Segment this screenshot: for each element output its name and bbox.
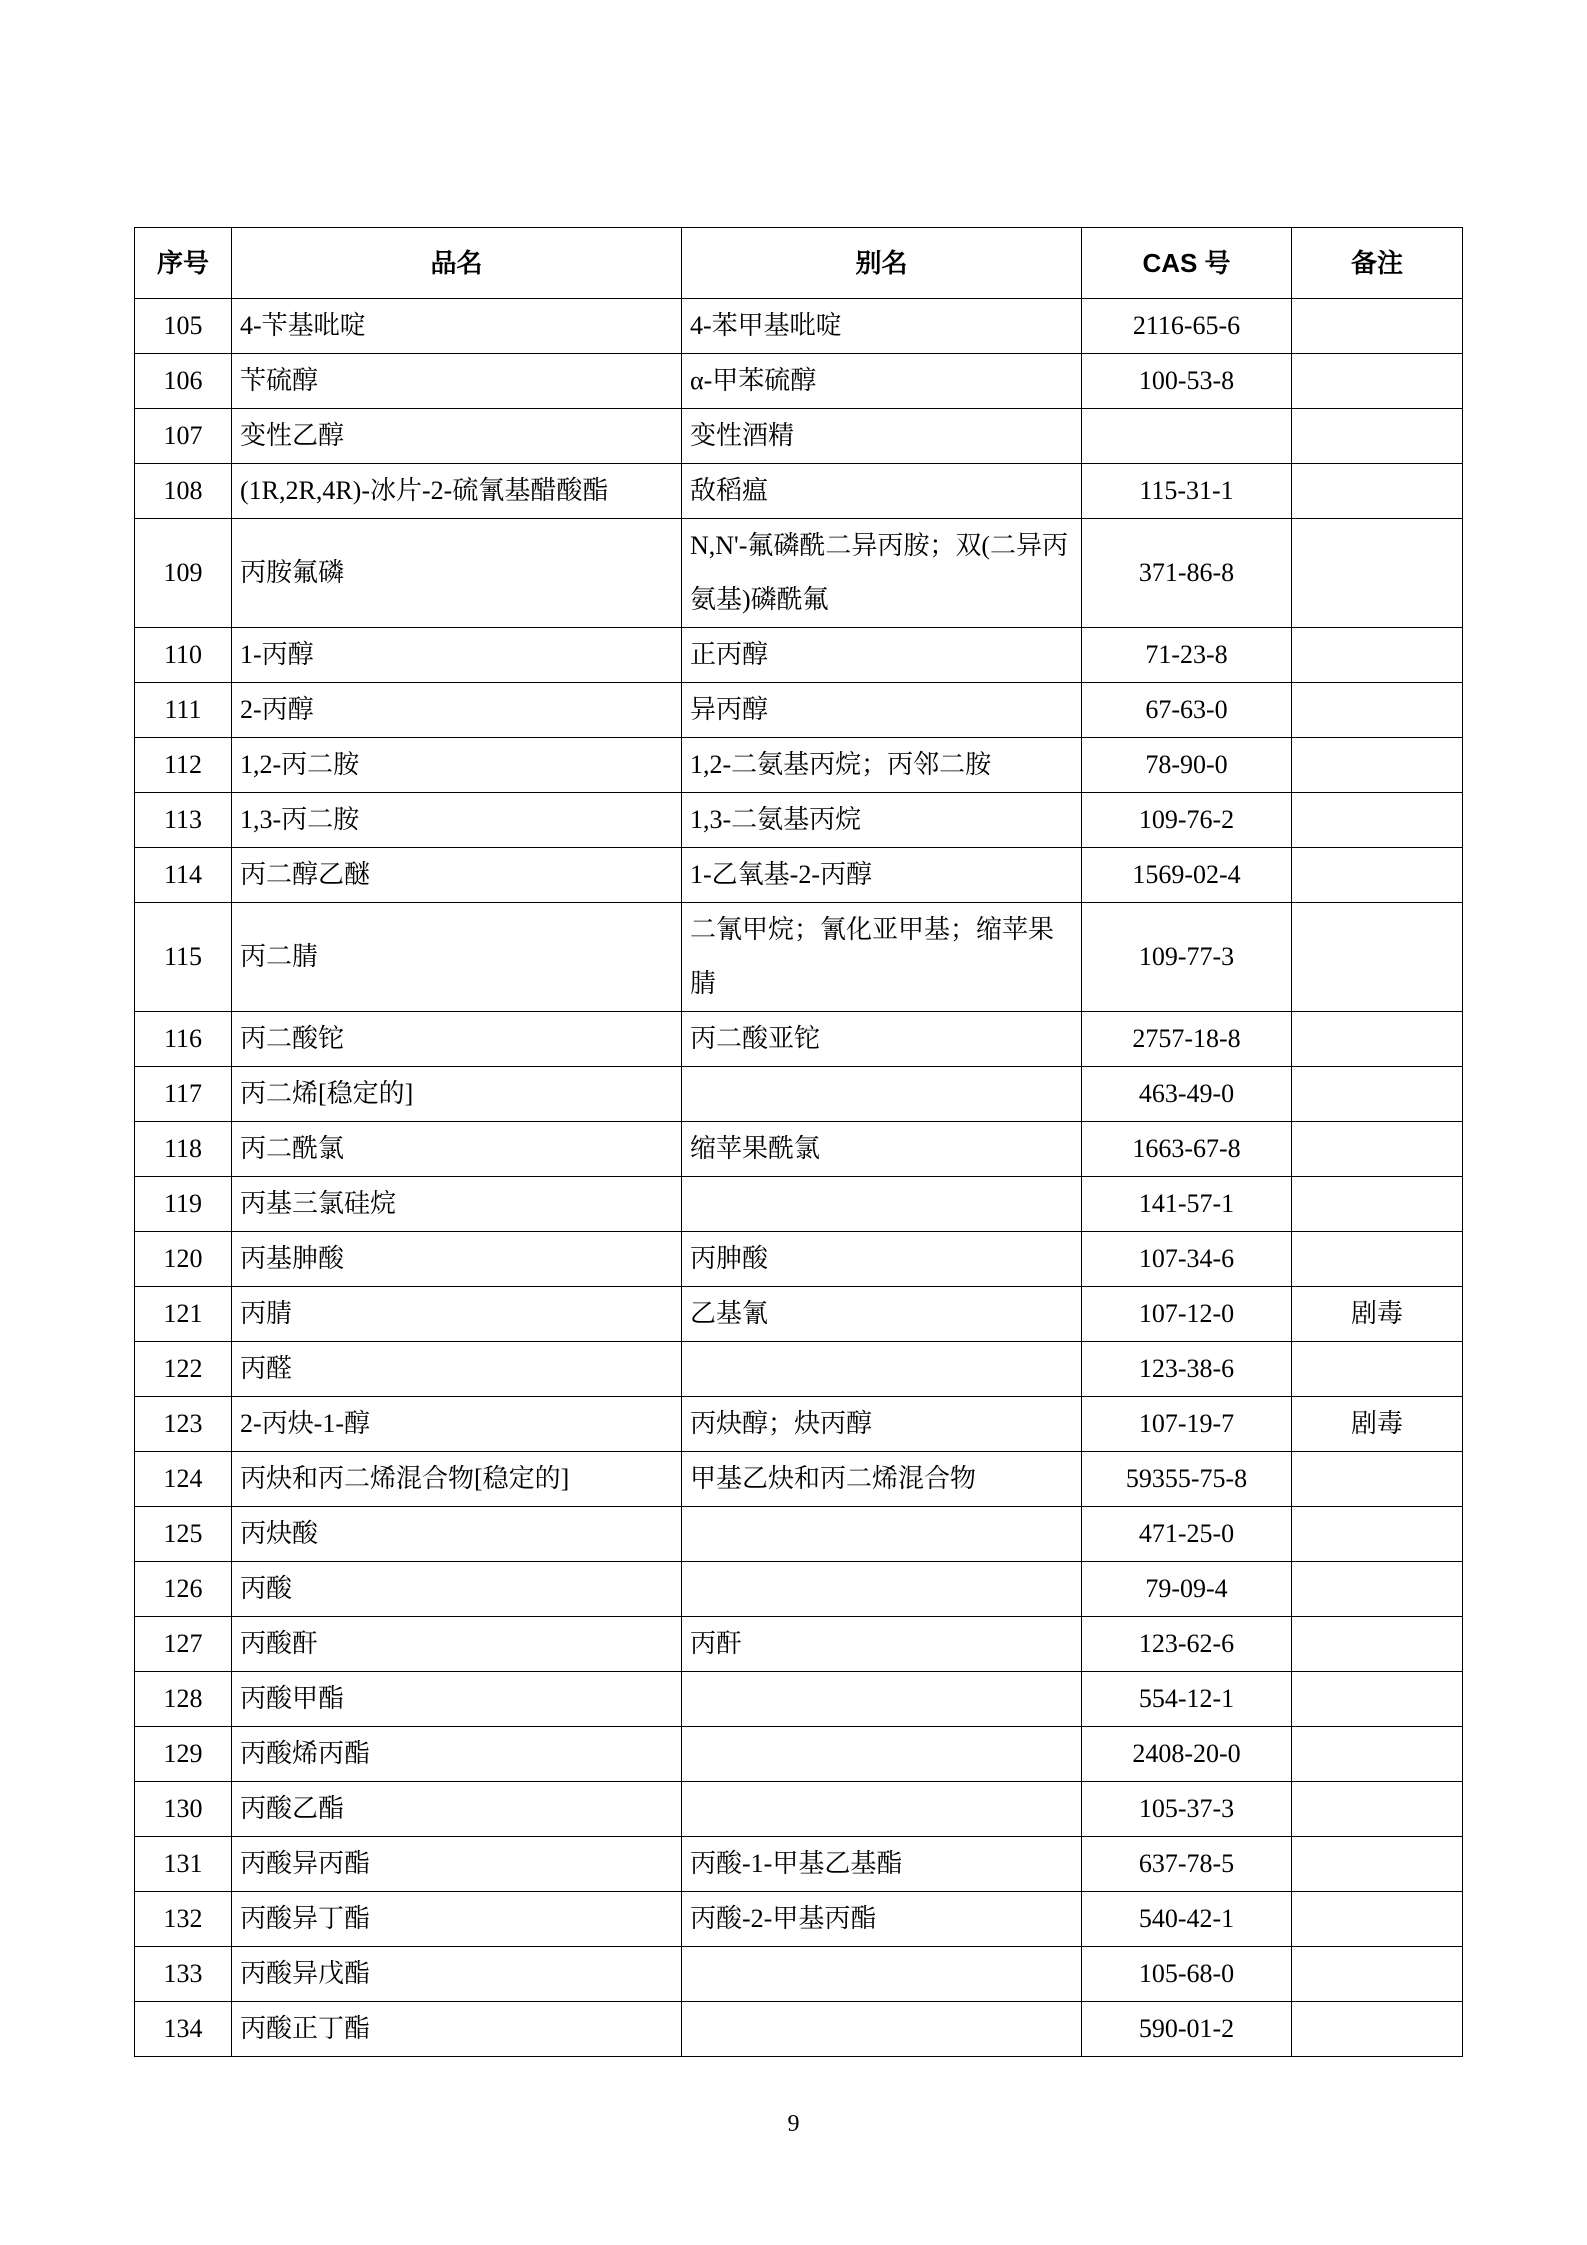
cell-product-name: 丙酸甲酯: [232, 1672, 682, 1727]
cell-serial-number: 128: [135, 1672, 232, 1727]
table-row: [135, 683, 1463, 738]
table-row: [135, 1727, 1463, 1782]
cell-remarks: [1292, 464, 1463, 519]
cell-product-name: 4-苄基吡啶: [232, 299, 682, 354]
table-row: [135, 1232, 1463, 1287]
cell-product-name: 丙酸正丁酯: [232, 2002, 682, 2057]
cell-alias: [682, 1562, 1082, 1617]
cell-serial-number: 124: [135, 1452, 232, 1507]
cell-alias: 丙酸-1-甲基乙基酯: [682, 1837, 1082, 1892]
cell-cas-number: 2757-18-8: [1082, 1012, 1292, 1067]
cell-product-name: 丙酸酐: [232, 1617, 682, 1672]
hazardous-chemicals-table: [134, 227, 1463, 2057]
cell-alias: [682, 1067, 1082, 1122]
cell-cas-number: 107-34-6: [1082, 1232, 1292, 1287]
table-row: [135, 519, 1463, 628]
cell-remarks: [1292, 793, 1463, 848]
cell-alias: [682, 2002, 1082, 2057]
cell-product-name: 丙胺氟磷: [232, 519, 682, 628]
cell-alias: 甲基乙炔和丙二烯混合物: [682, 1452, 1082, 1507]
cell-product-name: 1-丙醇: [232, 628, 682, 683]
cell-alias: 二氰甲烷；氰化亚甲基；缩苹果腈: [682, 903, 1082, 1012]
cell-cas-number: 115-31-1: [1082, 464, 1292, 519]
cell-alias: 丙炔醇；炔丙醇: [682, 1397, 1082, 1452]
cell-product-name: 丙酸烯丙酯: [232, 1727, 682, 1782]
cell-cas-number: 141-57-1: [1082, 1177, 1292, 1232]
table-row: [135, 1397, 1463, 1452]
cell-alias: α-甲苯硫醇: [682, 354, 1082, 409]
cell-alias: [682, 1507, 1082, 1562]
cell-product-name: 丙二腈: [232, 903, 682, 1012]
cell-alias: 1,2-二氨基丙烷；丙邻二胺: [682, 738, 1082, 793]
cell-product-name: 丙基胂酸: [232, 1232, 682, 1287]
header-cas-number: CAS 号: [1082, 228, 1292, 299]
cell-remarks: [1292, 409, 1463, 464]
cell-alias: [682, 1177, 1082, 1232]
cell-cas-number: 109-77-3: [1082, 903, 1292, 1012]
cell-serial-number: 134: [135, 2002, 232, 2057]
cell-serial-number: 132: [135, 1892, 232, 1947]
cell-alias: 正丙醇: [682, 628, 1082, 683]
cell-remarks: [1292, 628, 1463, 683]
cell-product-name: 丙腈: [232, 1287, 682, 1342]
cell-remarks: 剧毒: [1292, 1397, 1463, 1452]
table-row: [135, 628, 1463, 683]
cell-alias: N,N'-氟磷酰二异丙胺；双(二异丙氨基)磷酰氟: [682, 519, 1082, 628]
cell-cas-number: 371-86-8: [1082, 519, 1292, 628]
cell-alias: 1-乙氧基-2-丙醇: [682, 848, 1082, 903]
cell-remarks: [1292, 1727, 1463, 1782]
cell-alias: [682, 1672, 1082, 1727]
cell-cas-number: 123-62-6: [1082, 1617, 1292, 1672]
table-row: [135, 354, 1463, 409]
table-header-row: [135, 228, 1463, 299]
cell-serial-number: 105: [135, 299, 232, 354]
cell-remarks: [1292, 1507, 1463, 1562]
cell-remarks: [1292, 2002, 1463, 2057]
cell-cas-number: 105-37-3: [1082, 1782, 1292, 1837]
cell-cas-number: 554-12-1: [1082, 1672, 1292, 1727]
cell-remarks: [1292, 1177, 1463, 1232]
cell-remarks: [1292, 1067, 1463, 1122]
table-row: [135, 1947, 1463, 2002]
cell-remarks: [1292, 1122, 1463, 1177]
cell-cas-number: 123-38-6: [1082, 1342, 1292, 1397]
cell-serial-number: 109: [135, 519, 232, 628]
cell-product-name: 丙炔酸: [232, 1507, 682, 1562]
cell-remarks: [1292, 1947, 1463, 2002]
header-serial-number: 序号: [135, 228, 232, 299]
cell-serial-number: 111: [135, 683, 232, 738]
cell-serial-number: 116: [135, 1012, 232, 1067]
cell-serial-number: 127: [135, 1617, 232, 1672]
cell-serial-number: 107: [135, 409, 232, 464]
cell-alias: 变性酒精: [682, 409, 1082, 464]
table-row: [135, 1672, 1463, 1727]
cell-cas-number: [1082, 409, 1292, 464]
cell-serial-number: 108: [135, 464, 232, 519]
cell-serial-number: 126: [135, 1562, 232, 1617]
cell-cas-number: 105-68-0: [1082, 1947, 1292, 2002]
cell-cas-number: 2116-65-6: [1082, 299, 1292, 354]
cell-product-name: 丙酸: [232, 1562, 682, 1617]
cell-serial-number: 123: [135, 1397, 232, 1452]
cell-serial-number: 133: [135, 1947, 232, 2002]
cell-alias: 敌稻瘟: [682, 464, 1082, 519]
table-row: [135, 1507, 1463, 1562]
cell-serial-number: 119: [135, 1177, 232, 1232]
cell-alias: 丙酐: [682, 1617, 1082, 1672]
cell-remarks: [1292, 1837, 1463, 1892]
cell-cas-number: 590-01-2: [1082, 2002, 1292, 2057]
cell-product-name: 苄硫醇: [232, 354, 682, 409]
cell-alias: [682, 1947, 1082, 2002]
cell-alias: 丙二酸亚铊: [682, 1012, 1082, 1067]
cell-product-name: 丙酸异丙酯: [232, 1837, 682, 1892]
table-row: [135, 409, 1463, 464]
cell-remarks: [1292, 1672, 1463, 1727]
table-row: [135, 738, 1463, 793]
table-row: [135, 848, 1463, 903]
table-row: [135, 464, 1463, 519]
cell-cas-number: 59355-75-8: [1082, 1452, 1292, 1507]
cell-alias: 异丙醇: [682, 683, 1082, 738]
cell-serial-number: 106: [135, 354, 232, 409]
cell-alias: 1,3-二氨基丙烷: [682, 793, 1082, 848]
table-row: [135, 1562, 1463, 1617]
cell-remarks: [1292, 519, 1463, 628]
cell-cas-number: 471-25-0: [1082, 1507, 1292, 1562]
cell-alias: [682, 1727, 1082, 1782]
cell-product-name: 丙基三氯硅烷: [232, 1177, 682, 1232]
cell-remarks: [1292, 1617, 1463, 1672]
header-remarks: 备注: [1292, 228, 1463, 299]
cell-product-name: 丙酸异戊酯: [232, 1947, 682, 2002]
table-row: [135, 1617, 1463, 1672]
cell-cas-number: 79-09-4: [1082, 1562, 1292, 1617]
cell-serial-number: 110: [135, 628, 232, 683]
cell-serial-number: 125: [135, 1507, 232, 1562]
cell-remarks: [1292, 354, 1463, 409]
cell-remarks: [1292, 903, 1463, 1012]
cell-alias: 丙酸-2-甲基丙酯: [682, 1892, 1082, 1947]
table-row: [135, 903, 1463, 1012]
cell-product-name: 丙酸乙酯: [232, 1782, 682, 1837]
cell-product-name: 丙酸异丁酯: [232, 1892, 682, 1947]
cell-cas-number: 2408-20-0: [1082, 1727, 1292, 1782]
cell-alias: 4-苯甲基吡啶: [682, 299, 1082, 354]
cell-remarks: [1292, 1782, 1463, 1837]
cell-serial-number: 129: [135, 1727, 232, 1782]
cell-serial-number: 120: [135, 1232, 232, 1287]
cell-cas-number: 67-63-0: [1082, 683, 1292, 738]
header-product-name: 品名: [232, 228, 682, 299]
table-row: [135, 1177, 1463, 1232]
table-row: [135, 1012, 1463, 1067]
page-number: 9: [787, 2111, 800, 2137]
cell-cas-number: 109-76-2: [1082, 793, 1292, 848]
cell-remarks: [1292, 299, 1463, 354]
cell-cas-number: 100-53-8: [1082, 354, 1292, 409]
cell-product-name: 1,3-丙二胺: [232, 793, 682, 848]
cell-cas-number: 463-49-0: [1082, 1067, 1292, 1122]
cell-alias: [682, 1782, 1082, 1837]
table-row: [135, 1452, 1463, 1507]
cell-cas-number: 637-78-5: [1082, 1837, 1292, 1892]
cell-remarks: [1292, 1232, 1463, 1287]
cell-remarks: [1292, 738, 1463, 793]
cell-remarks: [1292, 683, 1463, 738]
cell-serial-number: 117: [135, 1067, 232, 1122]
table-row: [135, 793, 1463, 848]
cell-cas-number: 71-23-8: [1082, 628, 1292, 683]
header-alias: 别名: [682, 228, 1082, 299]
cell-serial-number: 121: [135, 1287, 232, 1342]
cell-serial-number: 122: [135, 1342, 232, 1397]
cell-remarks: [1292, 1342, 1463, 1397]
cell-product-name: 丙二酰氯: [232, 1122, 682, 1177]
table-row: [135, 299, 1463, 354]
cell-serial-number: 112: [135, 738, 232, 793]
cell-product-name: 变性乙醇: [232, 409, 682, 464]
cell-alias: 丙胂酸: [682, 1232, 1082, 1287]
cell-cas-number: 107-19-7: [1082, 1397, 1292, 1452]
cell-alias: 乙基氰: [682, 1287, 1082, 1342]
cell-alias: [682, 1342, 1082, 1397]
cell-product-name: 丙二酸铊: [232, 1012, 682, 1067]
cell-product-name: 2-丙醇: [232, 683, 682, 738]
cell-serial-number: 114: [135, 848, 232, 903]
cell-cas-number: 1569-02-4: [1082, 848, 1292, 903]
cell-remarks: [1292, 1892, 1463, 1947]
cell-serial-number: 131: [135, 1837, 232, 1892]
table-row: [135, 2002, 1463, 2057]
table-row: [135, 1837, 1463, 1892]
cell-serial-number: 118: [135, 1122, 232, 1177]
table-row: [135, 1067, 1463, 1122]
cell-remarks: [1292, 1562, 1463, 1617]
cell-serial-number: 115: [135, 903, 232, 1012]
cell-remarks: [1292, 1012, 1463, 1067]
cell-serial-number: 113: [135, 793, 232, 848]
cell-alias: 缩苹果酰氯: [682, 1122, 1082, 1177]
table-row: [135, 1782, 1463, 1837]
cell-product-name: (1R,2R,4R)-冰片-2-硫氰基醋酸酯: [232, 464, 682, 519]
table-row: [135, 1122, 1463, 1177]
cell-remarks: [1292, 1452, 1463, 1507]
cell-cas-number: 78-90-0: [1082, 738, 1292, 793]
table-row: [135, 1342, 1463, 1397]
cell-remarks: 剧毒: [1292, 1287, 1463, 1342]
cell-cas-number: 107-12-0: [1082, 1287, 1292, 1342]
cell-cas-number: 1663-67-8: [1082, 1122, 1292, 1177]
table-row: [135, 1287, 1463, 1342]
table-row: [135, 1892, 1463, 1947]
cell-cas-number: 540-42-1: [1082, 1892, 1292, 1947]
cell-product-name: 丙炔和丙二烯混合物[稳定的]: [232, 1452, 682, 1507]
cell-product-name: 丙二醇乙醚: [232, 848, 682, 903]
cell-remarks: [1292, 848, 1463, 903]
table-body: [135, 299, 1463, 2057]
cell-product-name: 1,2-丙二胺: [232, 738, 682, 793]
cell-product-name: 丙醛: [232, 1342, 682, 1397]
cell-product-name: 2-丙炔-1-醇: [232, 1397, 682, 1452]
cell-product-name: 丙二烯[稳定的]: [232, 1067, 682, 1122]
cell-serial-number: 130: [135, 1782, 232, 1837]
